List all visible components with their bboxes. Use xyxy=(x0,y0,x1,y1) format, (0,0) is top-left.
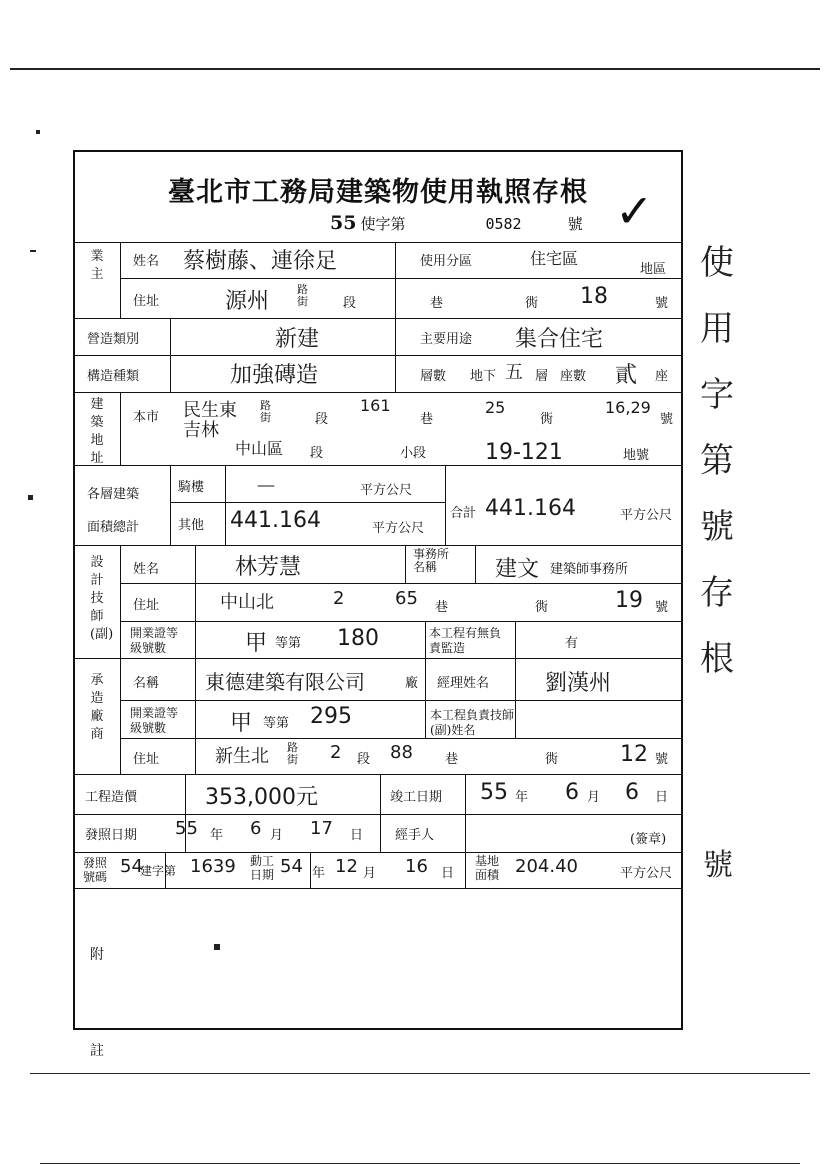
tech-label: 本工程負責技師(副)姓名 xyxy=(430,708,515,737)
side-char: 存 xyxy=(700,573,734,613)
architect-name-label: 姓名 xyxy=(133,562,160,577)
completion-year-char: 年 xyxy=(515,790,529,805)
permit-word: 使字第 xyxy=(360,215,406,233)
qilou-label: 騎樓 xyxy=(178,480,205,495)
firm-name-label: 事務所名稱 xyxy=(413,547,450,574)
owner-addr: 源州 xyxy=(225,289,270,314)
side-bottom-char: 號 xyxy=(703,848,733,883)
architect-duan: 2 xyxy=(333,588,345,609)
permit-hao: 號 xyxy=(567,215,583,233)
start-year-char: 年 xyxy=(312,866,326,881)
contractor-hao: 12 xyxy=(620,742,648,767)
use-zone-value: 住宅區 xyxy=(530,249,579,268)
completion-day-char: 日 xyxy=(655,790,669,805)
cost-label: 工程造價 xyxy=(85,790,138,805)
permit-year: 55 xyxy=(330,212,357,234)
floors-label: 層數 xyxy=(420,369,447,384)
permit-number-line xyxy=(330,212,583,234)
issue-year-char: 年 xyxy=(210,828,224,843)
architect-hao: 19 xyxy=(615,588,643,613)
manager-name: 劉漢州 xyxy=(545,671,612,696)
other-area-value: 441.164 xyxy=(230,508,321,533)
site-hao-label: 號 xyxy=(660,412,674,427)
di-hao-label: 地號 xyxy=(623,448,650,463)
supervise-value: 有 xyxy=(565,636,579,651)
handler-label: 經手人 xyxy=(395,828,435,843)
architect-name: 林芳慧 xyxy=(235,555,302,580)
site-hao-no: 16,29 xyxy=(605,398,651,417)
site-road-label: 路街 xyxy=(260,399,271,424)
architect-addr-label: 住址 xyxy=(133,598,160,613)
start-month: 12 xyxy=(335,856,358,877)
issue-month-char: 月 xyxy=(270,828,284,843)
use-zone-label: 使用分區 xyxy=(420,254,473,269)
architect-deng-label: 等第 xyxy=(275,636,302,651)
firm-suffix: 建築師事務所 xyxy=(550,562,629,577)
site-small-district: 中山區 xyxy=(235,439,284,458)
build-no-num: 1639 xyxy=(190,856,236,877)
site-nong-no: 25 xyxy=(485,398,506,417)
firm-name: 建文 xyxy=(495,557,540,582)
side-char: 號 xyxy=(700,507,734,547)
architect-license-label: 開業證等級號數 xyxy=(130,626,179,655)
start-day: 16 xyxy=(405,856,428,877)
completion-month: 6 xyxy=(565,780,579,805)
architect-nong-label: 衖 xyxy=(535,600,549,615)
architect-xiang: 65 xyxy=(395,588,418,609)
manager-label: 經理姓名 xyxy=(437,676,490,691)
total-area-value: 441.164 xyxy=(485,496,576,521)
site-duan-label-2: 段 xyxy=(310,446,324,461)
side-char: 第 xyxy=(700,441,734,481)
site-xiang-no: 161 xyxy=(360,396,391,415)
site-label: 建築地址 xyxy=(90,397,104,466)
architect-label: 設計技師(副) xyxy=(90,555,114,642)
qilou-value: － xyxy=(255,475,278,500)
contractor-label: 承造廠商 xyxy=(90,673,104,742)
contractor-grade: 甲 xyxy=(230,711,253,736)
ceng-label: 層 xyxy=(535,369,549,384)
remarks-label: 附註 xyxy=(90,947,104,1059)
architect-lic-no: 180 xyxy=(337,626,379,651)
issue-year: 55 xyxy=(175,818,198,839)
qilou-sqm: 平方公尺 xyxy=(360,483,413,498)
completion-year: 55 xyxy=(480,780,508,805)
area-total-label: 面積總計 xyxy=(87,520,140,535)
contractor-road: 新生北 xyxy=(215,746,269,767)
site-xiao-duan-label: 小段 xyxy=(400,446,427,461)
site-duan-label: 段 xyxy=(315,412,329,427)
start-month-char: 月 xyxy=(363,866,377,881)
floors-value: 五 xyxy=(505,362,523,383)
start-day-char: 日 xyxy=(441,866,455,881)
side-char: 用 xyxy=(700,309,734,349)
heji-label: 合計 xyxy=(450,506,477,521)
owner-duan-label: 段 xyxy=(343,296,357,311)
cost-value: 353,000元 xyxy=(205,785,318,810)
area-group-label: 各層建築 xyxy=(87,487,140,502)
structure-label: 構造種類 xyxy=(87,369,140,384)
main-use-label: 主要用途 xyxy=(420,332,473,347)
base-area-sqm: 平方公尺 xyxy=(620,866,673,881)
building-count: 貳 xyxy=(615,363,638,388)
start-year: 54 xyxy=(280,856,303,877)
owner-xiang-label: 巷 xyxy=(430,296,444,311)
side-char: 字 xyxy=(700,375,734,415)
construct-type-label: 營造類別 xyxy=(87,332,140,347)
contractor-name-label: 名稱 xyxy=(133,676,160,691)
side-char: 使 xyxy=(700,243,734,283)
contractor-xiang: 88 xyxy=(390,742,413,763)
contractor-nong-label: 衖 xyxy=(545,752,559,767)
base-area-value: 204.40 xyxy=(515,856,578,877)
construct-type-value: 新建 xyxy=(275,327,320,352)
architect-hao-label: 號 xyxy=(655,600,669,615)
city-label: 本市 xyxy=(133,410,160,425)
site-nong-label: 衖 xyxy=(540,412,554,427)
site-xiang-label: 巷 xyxy=(420,412,434,427)
side-stub-text xyxy=(700,230,734,692)
issue-month: 6 xyxy=(250,818,262,839)
seal-label: (簽章) xyxy=(630,832,667,847)
owner-name: 蔡樹藤、連徐足 xyxy=(183,249,338,274)
completion-label: 竣工日期 xyxy=(390,790,443,805)
contractor-duan-label: 段 xyxy=(357,752,371,767)
qita-label: 其他 xyxy=(178,518,205,533)
zuoshu-label: 座數 xyxy=(560,369,587,384)
other-sqm: 平方公尺 xyxy=(372,521,425,536)
chang-label: 廠 xyxy=(405,676,419,691)
architect-grade: 甲 xyxy=(245,631,268,656)
site-road-2: 吉林 xyxy=(183,420,219,441)
build-no-prefix: 54 xyxy=(120,856,143,877)
owner-name-label: 姓名 xyxy=(133,254,160,269)
owner-no: 18 xyxy=(580,284,608,309)
zone-suffix: 地區 xyxy=(640,262,667,277)
completion-month-char: 月 xyxy=(587,790,601,805)
owner-hao-label: 號 xyxy=(655,296,669,311)
start-label: 動工日期 xyxy=(250,854,275,882)
zuo-label: 座 xyxy=(655,369,669,384)
architect-road: 中山北 xyxy=(220,592,274,613)
issue-label: 發照日期 xyxy=(85,828,138,843)
contractor-lic-no: 295 xyxy=(310,704,352,729)
site-road: 民生東 xyxy=(183,400,237,421)
main-use-value: 集合住宅 xyxy=(515,327,604,352)
issue-day: 17 xyxy=(310,818,333,839)
permit-form xyxy=(73,150,683,1059)
base-area-label: 基地面積 xyxy=(475,854,500,882)
contractor-name: 東德建築有限公司 xyxy=(205,670,365,694)
contractor-xiang-label: 巷 xyxy=(445,752,459,767)
owner-road-label: 路街 xyxy=(297,283,308,308)
side-char: 根 xyxy=(700,639,734,679)
contractor-license-label: 開業證等級號數 xyxy=(130,706,179,735)
jian-zi-label: 建字第 xyxy=(140,864,177,878)
site-lot-no: 19-121 xyxy=(485,440,563,465)
floors-under-label: 地下 xyxy=(470,369,497,384)
structure-value: 加強磚造 xyxy=(230,363,319,388)
check-mark-icon: ✓ xyxy=(615,184,654,238)
total-sqm: 平方公尺 xyxy=(620,508,673,523)
architect-xiang-label: 巷 xyxy=(435,600,449,615)
contractor-duan: 2 xyxy=(330,742,342,763)
completion-day: 6 xyxy=(625,780,639,805)
owner-addr-label: 住址 xyxy=(133,294,160,309)
contractor-hao-label: 號 xyxy=(655,752,669,767)
supervise-label: 本工程有無負責監造 xyxy=(429,626,502,655)
contractor-road-label: 路街 xyxy=(287,741,298,766)
contractor-addr-label: 住址 xyxy=(133,752,160,767)
owner-nong-label: 衖 xyxy=(525,296,539,311)
build-no-label: 發照號碼 xyxy=(83,856,108,884)
contractor-deng-label: 等第 xyxy=(263,716,290,731)
owner-label: 業主 xyxy=(90,249,104,282)
issue-day-char: 日 xyxy=(350,828,364,843)
form-title: 臺北市工務局建築物使用執照存根 xyxy=(168,177,588,208)
permit-number: 0582 xyxy=(485,215,522,233)
